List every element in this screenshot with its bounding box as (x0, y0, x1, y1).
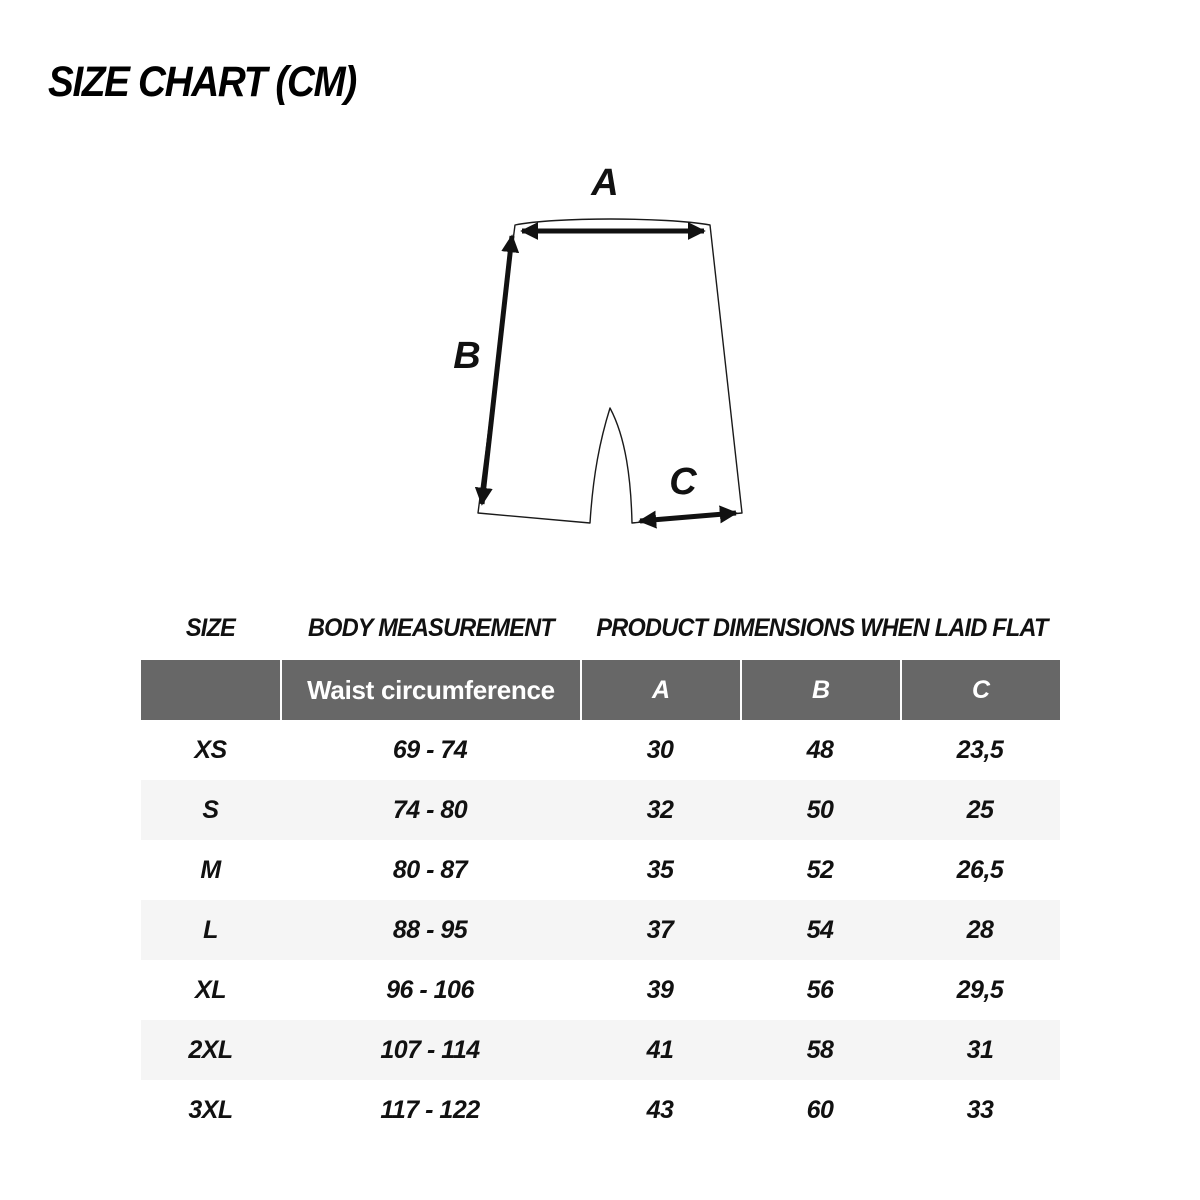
table-row-xs (141, 720, 1060, 780)
table-row-xl (141, 960, 1060, 1020)
size-cell: L (203, 915, 218, 944)
shorts-outline (478, 219, 742, 523)
c-cell: 31 (966, 1035, 994, 1064)
table-row-3xl (141, 1080, 1060, 1140)
group-header-body-measurement: BODY MEASUREMENT (307, 614, 555, 642)
subheader-c: C (902, 660, 1060, 720)
subheader-size-empty (141, 660, 280, 720)
a-cell: 41 (646, 1035, 674, 1064)
page-title: SIZE CHART (CM) (48, 58, 356, 106)
measure-arrow-b (482, 236, 512, 504)
table-row-l (141, 900, 1060, 960)
a-cell: 30 (646, 735, 674, 764)
waist-cell: 74 - 80 (392, 795, 468, 824)
size-cell: S (202, 795, 219, 824)
shorts-diagram (440, 150, 770, 580)
table-row-m (141, 840, 1060, 900)
a-cell: 39 (646, 975, 674, 1004)
c-cell: 33 (966, 1095, 994, 1124)
waist-cell: 88 - 95 (392, 915, 468, 944)
waist-cell: 80 - 87 (392, 855, 468, 884)
table-group-headers (141, 614, 1060, 648)
diagram-label-a: A (591, 162, 619, 204)
size-cell: 3XL (188, 1095, 233, 1124)
b-cell: 60 (806, 1095, 834, 1124)
waist-cell: 69 - 74 (392, 735, 468, 764)
waist-cell: 117 - 122 (380, 1095, 480, 1124)
waist-cell: 96 - 106 (386, 975, 474, 1004)
waist-cell: 107 - 114 (380, 1035, 480, 1064)
a-cell: 37 (646, 915, 674, 944)
table-row-2xl (141, 1020, 1060, 1080)
group-header-product-dimensions: PRODUCT DIMENSIONS WHEN LAID FLAT (596, 614, 1048, 642)
a-cell: 43 (646, 1095, 674, 1124)
b-cell: 50 (806, 795, 834, 824)
size-cell: M (200, 855, 221, 884)
a-cell: 32 (646, 795, 674, 824)
c-cell: 28 (966, 915, 994, 944)
table-row-s (141, 780, 1060, 840)
size-cell: XL (195, 975, 226, 1004)
diagram-label-c: C (669, 461, 697, 503)
group-header-size: SIZE (185, 614, 236, 642)
size-cell: 2XL (188, 1035, 233, 1064)
a-cell: 35 (646, 855, 674, 884)
c-cell: 26,5 (956, 855, 1004, 884)
subheader-b: B (742, 660, 900, 720)
measure-arrow-c (640, 513, 736, 521)
size-cell: XS (194, 735, 227, 764)
diagram-label-b: B (453, 335, 481, 377)
b-cell: 52 (806, 855, 834, 884)
b-cell: 58 (806, 1035, 834, 1064)
b-cell: 56 (806, 975, 834, 1004)
b-cell: 48 (806, 735, 834, 764)
c-cell: 25 (966, 795, 994, 824)
b-cell: 54 (806, 915, 834, 944)
table-subheader-row (141, 660, 1060, 720)
c-cell: 23,5 (956, 735, 1004, 764)
c-cell: 29,5 (956, 975, 1004, 1004)
subheader-a: A (582, 660, 740, 720)
subheader-waist: Waist circumference (282, 660, 580, 720)
size-table (141, 660, 1060, 1140)
